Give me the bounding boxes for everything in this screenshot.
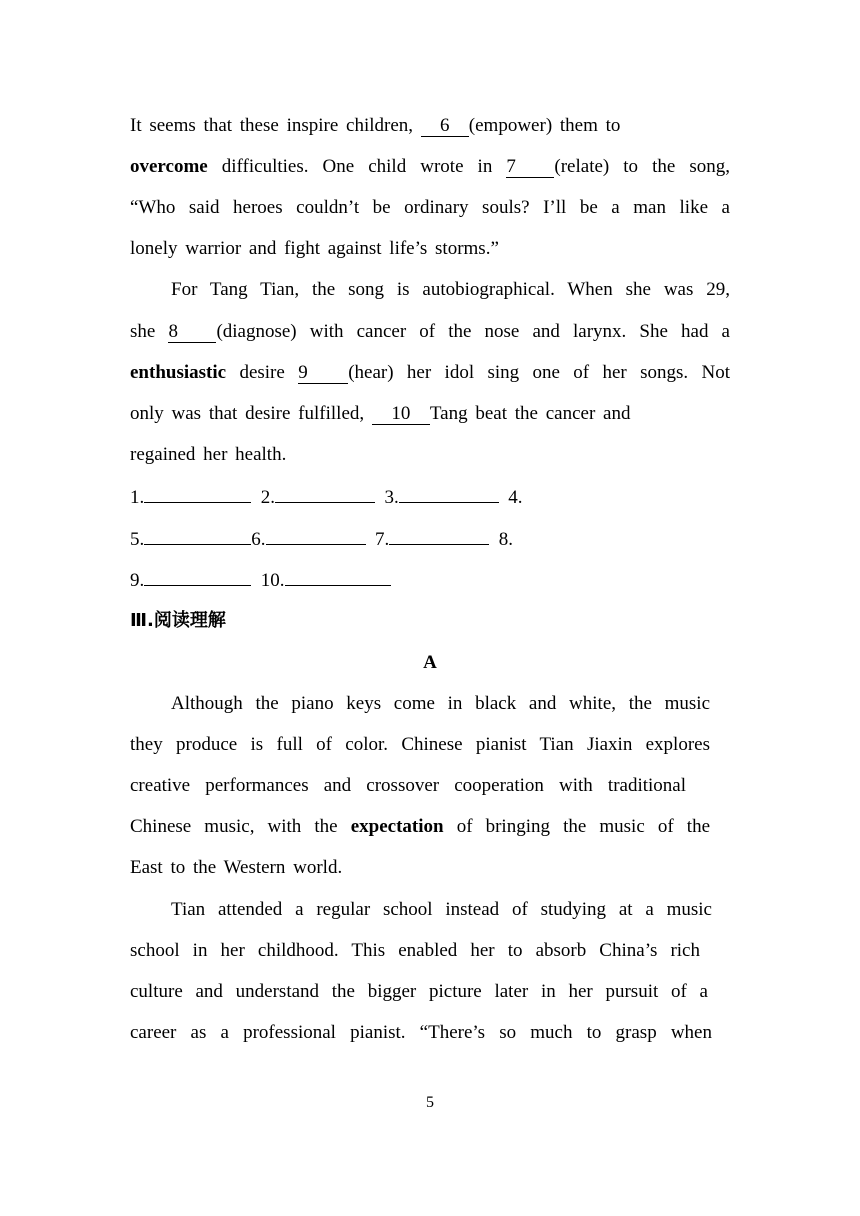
- answer-number: 1.: [130, 487, 145, 508]
- passage-title: A: [423, 652, 437, 673]
- text-line: “Who said heroes couldn’t be ordinary souls? I’ll be a man like a: [130, 197, 730, 218]
- blank-8: 8: [168, 323, 216, 343]
- text-line: creative performances and crossover cooperation with traditional: [130, 775, 686, 796]
- answer-number: 10.: [260, 570, 285, 591]
- text-line: [130, 114, 620, 138]
- bold-word: enthusiastic: [130, 362, 227, 383]
- text-line: Tian attended a regular school instead of studying at a music: [171, 899, 712, 920]
- text-line: lonely warrior and fight against life’s storms.”: [130, 238, 499, 259]
- answer-number: 6.: [251, 529, 266, 550]
- page-number: 5: [426, 1094, 434, 1111]
- answer-blank: [144, 527, 251, 545]
- text-segment: (empower) them to: [468, 115, 621, 136]
- text-line: [130, 320, 730, 344]
- text-line: culture and understand the bigger picture later in her pursuit of a: [130, 981, 708, 1002]
- text-segment: (diagnose) with cancer of the nose and larynx. She had a: [216, 321, 730, 342]
- text-line: Although the piano keys come in black and white, the music: [171, 693, 710, 714]
- answer-row-1: [130, 485, 523, 510]
- text-line: school in her childhood. This enabled her to absorb China’s rich: [130, 940, 700, 961]
- answer-number: 5.: [130, 529, 145, 550]
- answer-blank: [144, 568, 251, 586]
- bold-word: overcome: [130, 156, 208, 177]
- blank-10: 10: [372, 405, 430, 425]
- blank-7: 7: [506, 158, 554, 178]
- answer-blank: [144, 485, 251, 503]
- text-line: [130, 815, 710, 839]
- text-line: [130, 361, 730, 385]
- text-segment: difficulties. One child wrote in: [221, 156, 493, 177]
- answer-row-3: [130, 568, 391, 593]
- answer-number: 4.: [508, 487, 523, 508]
- text-segment: Chinese music, with the: [130, 816, 338, 837]
- answer-row-2: [130, 527, 513, 552]
- text-segment: of bringing the music of the: [456, 816, 710, 837]
- blank-9: 9: [298, 364, 348, 384]
- answer-blank: [285, 568, 391, 586]
- text-segment: It seems that these inspire children,: [130, 115, 414, 136]
- text-segment: she: [130, 321, 156, 342]
- answer-number: 8.: [498, 529, 513, 550]
- text-segment: (hear) her idol sing one of her songs. Not: [348, 362, 731, 383]
- text-segment: only was that desire fulfilled,: [130, 403, 365, 424]
- bold-word: expectation: [350, 816, 444, 837]
- text-segment: Tang beat the cancer and: [429, 403, 631, 424]
- text-segment: desire: [239, 362, 285, 383]
- text-line: regained her health.: [130, 444, 287, 465]
- answer-blank: [389, 527, 489, 545]
- answer-blank: [399, 485, 499, 503]
- answer-number: 7.: [375, 529, 390, 550]
- blank-6: 6: [421, 117, 469, 137]
- answer-number: 2.: [260, 487, 275, 508]
- text-line: East to the Western world.: [130, 857, 343, 878]
- answer-number: 3.: [384, 487, 399, 508]
- answer-blank: [275, 485, 375, 503]
- section-heading: Ⅲ.阅读理解: [130, 610, 226, 631]
- answer-blank: [266, 527, 366, 545]
- text-line: For Tang Tian, the song is autobiographical. When she was 29,: [171, 279, 730, 300]
- text-line: [130, 402, 630, 426]
- text-line: they produce is full of color. Chinese pianist Tian Jiaxin explores: [130, 734, 710, 755]
- answer-number: 9.: [130, 570, 145, 591]
- text-segment: (relate) to the song,: [554, 156, 730, 177]
- text-line: [130, 155, 730, 179]
- text-line: career as a professional pianist. “There’s so much to grasp when: [130, 1022, 712, 1043]
